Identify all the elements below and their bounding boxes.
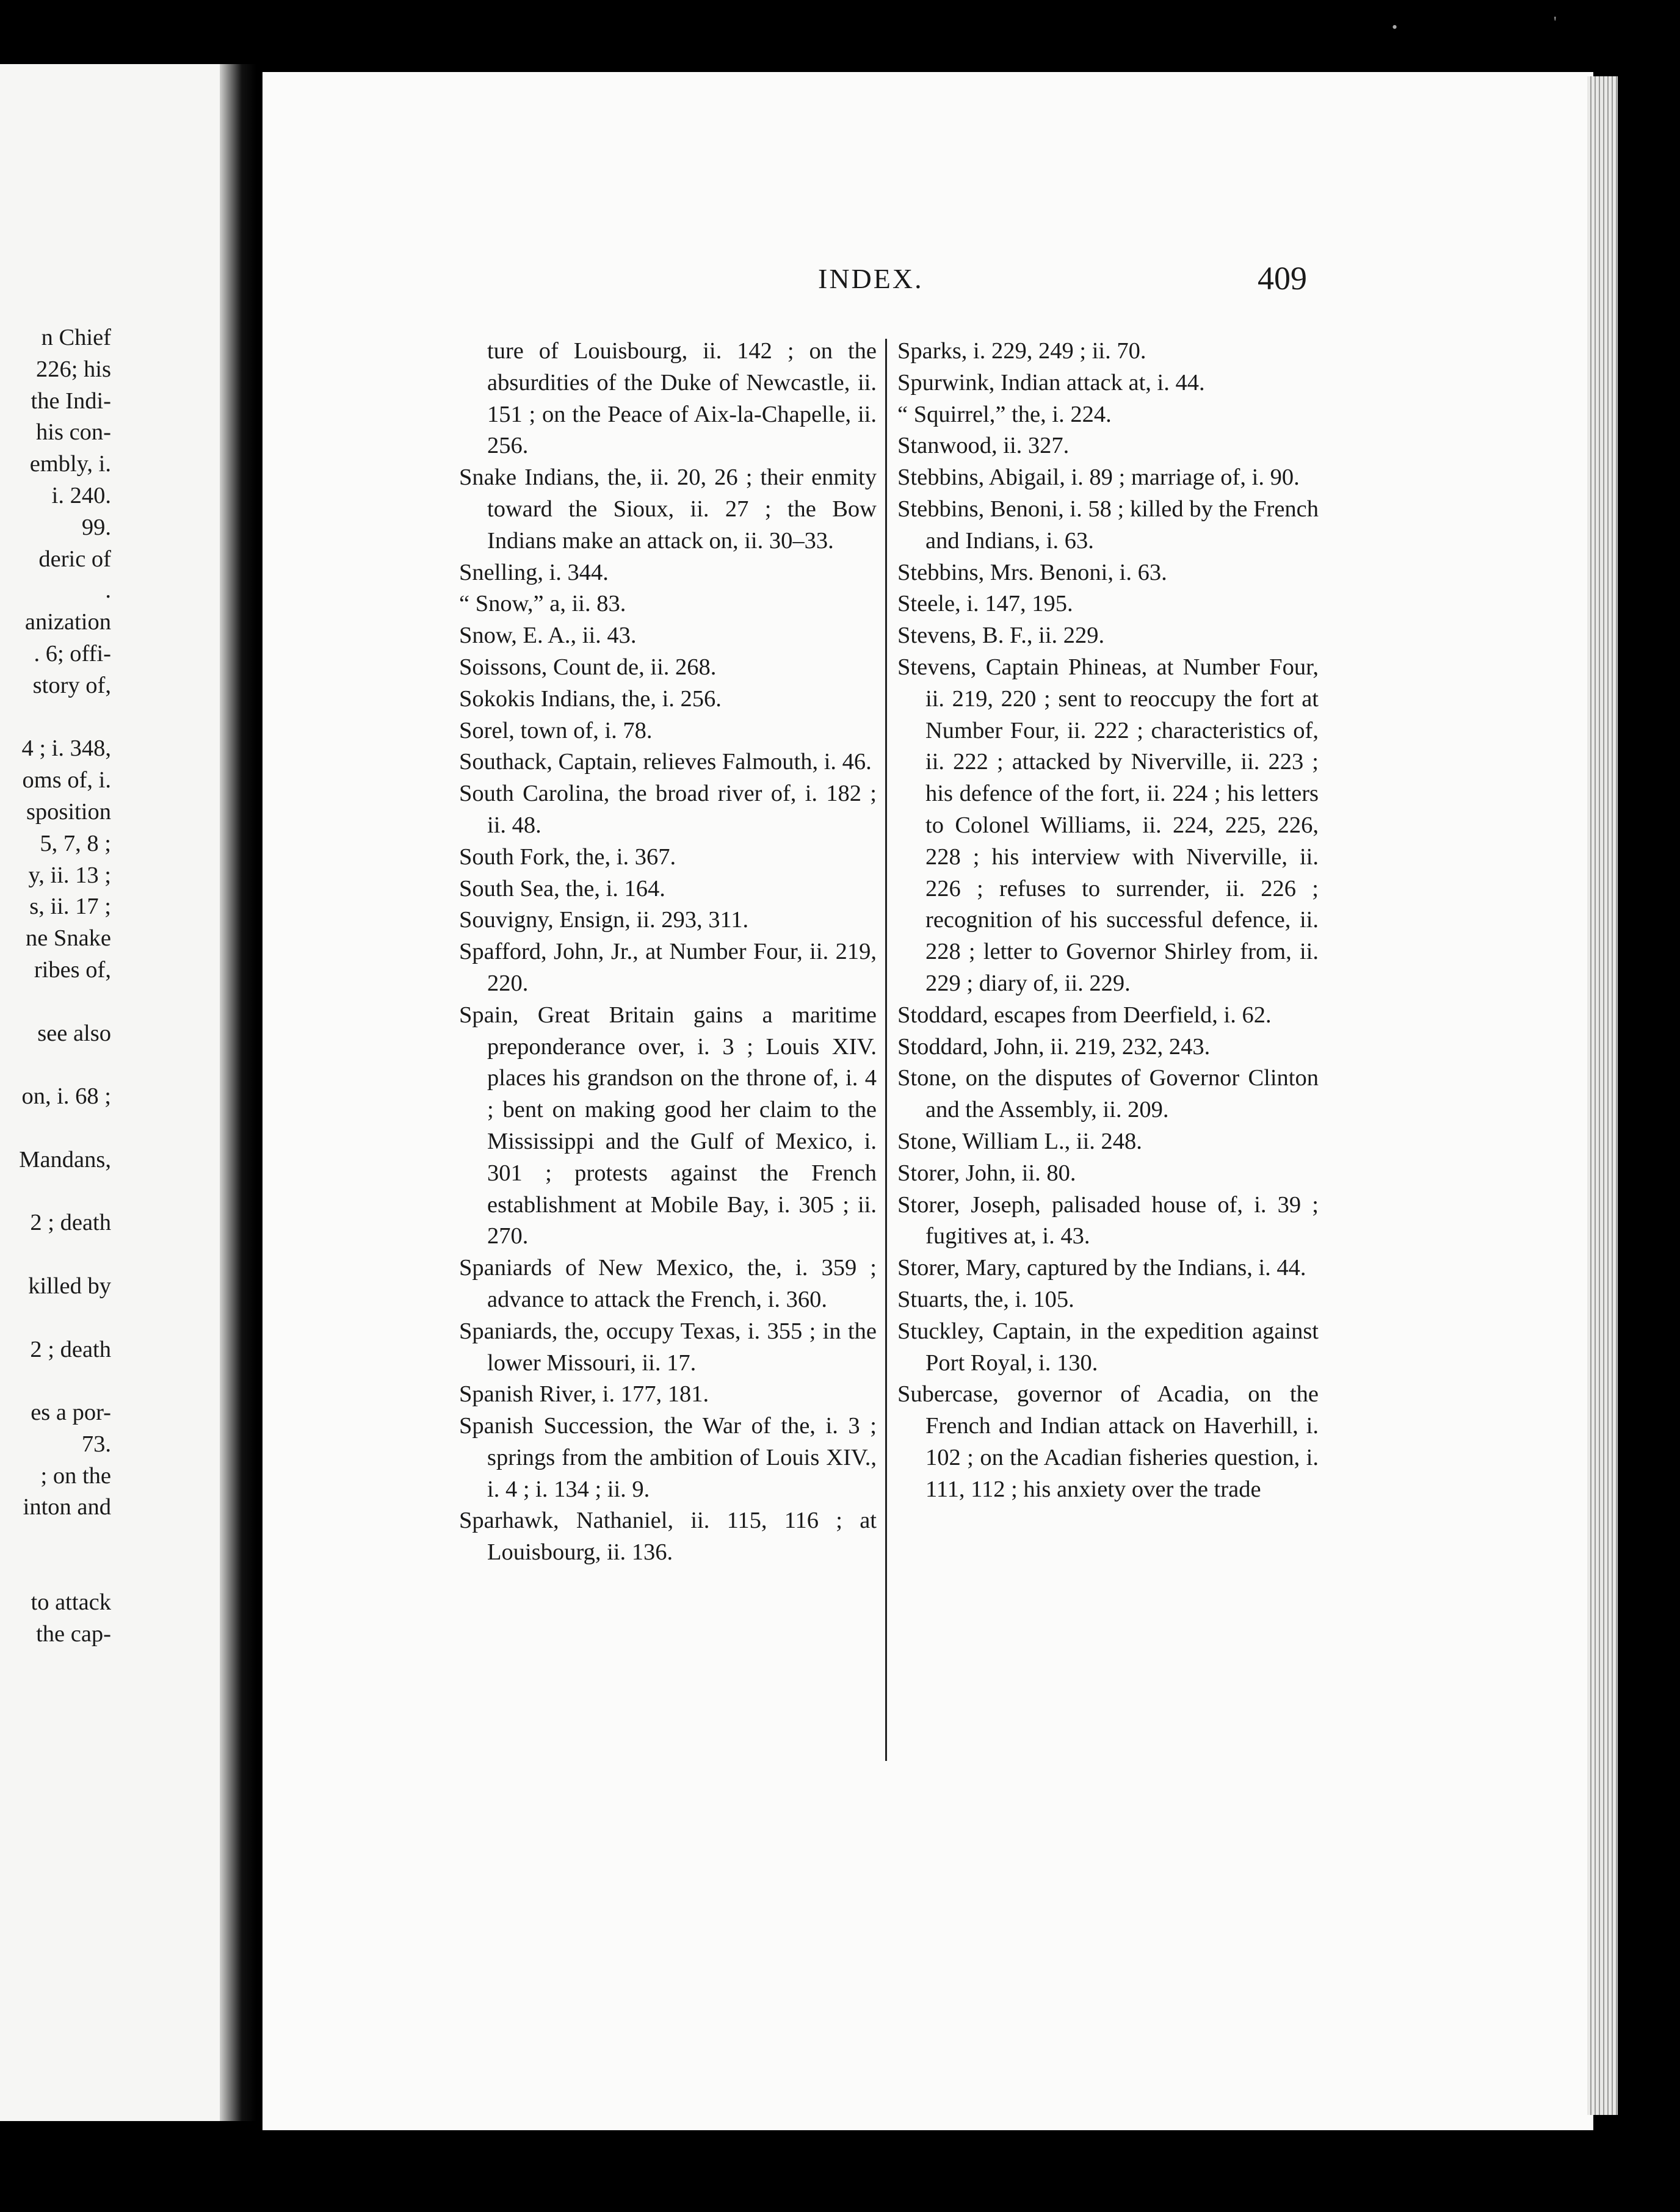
- index-entry: Snelling, i. 344.: [459, 559, 609, 585]
- index-entry: Spain, Great Britain gains a maritime preponderance over, i. 3 ; Louis XIV. places his grandson on the throne of, i. 4 ; bent on making good her claim to the Mississippi and the Gulf of Mexico, i. 301 ; protests against the French establishment at Mobile Bay, i. 305 ; ii. 270.: [459, 1002, 877, 1249]
- speck-mark: •: [1392, 18, 1398, 36]
- speck-mark: ': [1554, 13, 1557, 31]
- index-entry: Sorel, town of, i. 78.: [459, 717, 653, 743]
- left-page-fragment: 226; his: [35, 356, 111, 382]
- left-page-fragment: [0, 1049, 111, 1081]
- index-entry: Stoddard, John, ii. 219, 232, 243.: [897, 1033, 1211, 1060]
- left-page-fragment: [0, 1365, 111, 1397]
- index-entry: Snake Indians, the, ii. 20, 26 ; their enmity toward the Sioux, ii. 27 ; the Bow Indians make an attack on, ii. 30–33.: [459, 464, 877, 554]
- left-page-fragment: [0, 986, 111, 1018]
- index-entry: Stebbins, Benoni, i. 58 ; killed by the French and Indians, i. 63.: [897, 496, 1319, 554]
- index-entry: Storer, John, ii. 80.: [897, 1160, 1076, 1186]
- index-entry: Stuckley, Captain, in the expedition against Port Royal, i. 130.: [897, 1318, 1319, 1376]
- index-entry: South Fork, the, i. 367.: [459, 844, 676, 870]
- left-page-fragment: [0, 1113, 111, 1144]
- left-page-fragment: ; on the: [40, 1462, 111, 1489]
- index-entry: Stone, William L., ii. 248.: [897, 1128, 1142, 1154]
- left-page-fragment: Mandans,: [19, 1146, 111, 1173]
- left-page-fragment: es a por-: [31, 1400, 111, 1426]
- column-divider: [885, 339, 887, 1761]
- left-page-fragment: ribes of,: [34, 956, 111, 983]
- left-page-fragment: the Indi-: [31, 388, 111, 414]
- index-entry: South Sea, the, i. 164.: [459, 875, 665, 902]
- left-page-fragment: [0, 1523, 111, 1555]
- index-entry: Stone, on the disputes of Governor Clinton and the Assembly, ii. 209.: [897, 1065, 1319, 1123]
- index-entry: Stuarts, the, i. 105.: [897, 1286, 1074, 1312]
- left-page-fragment: sposition: [26, 798, 111, 825]
- left-page-fragment: [0, 702, 111, 734]
- index-entry: Storer, Joseph, palisaded house of, i. 39 ; fugitives at, i. 43.: [897, 1191, 1319, 1249]
- index-entry: “ Snow,” a, ii. 83.: [459, 591, 626, 617]
- left-page-fragment: to attack: [31, 1589, 111, 1615]
- left-page-fragment: s, ii. 17 ;: [29, 894, 111, 920]
- index-entry: Spanish Succession, the War of the, i. 3 ; springs from the ambition of Louis XIV., i. 4 ; i. 134 ; ii. 9.: [459, 1413, 877, 1502]
- left-page-fragment: 5, 7, 8 ;: [40, 830, 111, 856]
- left-page-fragment: on, i. 68 ;: [21, 1083, 111, 1110]
- left-page-fragment: killed by: [28, 1273, 111, 1299]
- left-page-fragment: 2 ; death: [30, 1336, 111, 1362]
- left-page-fragment: the cap-: [36, 1621, 111, 1647]
- left-page-fragment: y, ii. 13 ;: [28, 862, 111, 888]
- left-page-fragment: anization: [24, 609, 111, 635]
- index-entry: Souvigny, Ensign, ii. 293, 311.: [459, 907, 749, 933]
- left-page-fragment: [0, 1303, 111, 1334]
- index-entry: Stebbins, Abigail, i. 89 ; marriage of, i. 90.: [897, 464, 1300, 491]
- index-entry: Snow, E. A., ii. 43.: [459, 623, 637, 649]
- left-page-fragment: [0, 1555, 111, 1587]
- index-entry: Southack, Captain, relieves Falmouth, i. 46.: [459, 749, 872, 775]
- left-page-fragment: deric of: [38, 546, 111, 572]
- index-entry: Spaniards of New Mexico, the, i. 359 ; advance to attack the French, i. 360.: [459, 1255, 877, 1312]
- index-entry: Spurwink, Indian attack at, i. 44.: [897, 369, 1205, 396]
- left-page-fragment: 73.: [81, 1431, 111, 1457]
- left-page-fragment: 2 ; death: [30, 1210, 111, 1236]
- index-entry: Spafford, John, Jr., at Number Four, ii. 219, 220.: [459, 939, 877, 996]
- left-page-fragment: story of,: [32, 672, 111, 698]
- index-entry: Sparhawk, Nathaniel, ii. 115, 116 ; at Louisbourg, ii. 136.: [459, 1508, 877, 1566]
- index-entry: South Carolina, the broad river of, i. 182 ; ii. 48.: [459, 781, 877, 838]
- left-page-fragment: his con-: [36, 419, 111, 446]
- left-page-fragment: ne Snake: [25, 925, 111, 952]
- left-page-fragment: n Chief: [41, 325, 111, 350]
- left-page-fragment: oms of, i.: [22, 767, 111, 793]
- index-entry: Stevens, B. F., ii. 229.: [897, 623, 1105, 649]
- index-column-right: [897, 336, 1319, 1505]
- left-page-fragment: see also: [37, 1020, 111, 1046]
- left-page-fragments: [0, 322, 111, 1650]
- book-gutter: [220, 64, 256, 2121]
- index-entry: “ Squirrel,” the, i. 224.: [897, 401, 1112, 427]
- index-entry: Soissons, Count de, ii. 268.: [459, 654, 717, 680]
- index-entry: Stebbins, Mrs. Benoni, i. 63.: [897, 559, 1167, 585]
- left-page-fragment: i. 240.: [51, 482, 111, 508]
- index-entry: Stanwood, ii. 327.: [897, 433, 1070, 459]
- index-entry: Steele, i. 147, 195.: [897, 591, 1073, 617]
- index-entry: Subercase, governor of Acadia, on the French and Indian attack on Haverhill, i. 102 ; on the Acadian fisheries question, i. 111, 112 ; his anxiety over the trade: [897, 1381, 1319, 1502]
- index-entry: Sokokis Indians, the, i. 256.: [459, 685, 722, 712]
- index-entry: Spanish River, i. 177, 181.: [459, 1381, 709, 1408]
- index-entry: Spaniards, the, occupy Texas, i. 355 ; in the lower Missouri, ii. 17.: [459, 1318, 877, 1376]
- left-page-fragment: embly, i.: [29, 451, 111, 477]
- left-page-fragment: .: [105, 577, 111, 604]
- page-edges: [1587, 76, 1618, 2115]
- left-page-fragment: 4 ; i. 348,: [21, 736, 111, 762]
- index-entry: Sparks, i. 229, 249 ; ii. 70.: [897, 338, 1146, 364]
- page-number: 409: [1258, 260, 1307, 297]
- index-entry: Stoddard, escapes from Deerfield, i. 62.: [897, 1002, 1272, 1028]
- index-entry: ture of Louisbourg, ii. 142 ; on the absurdities of the Duke of Newcastle, ii. 151 ; on the Peace of Aix-la-Chapelle, ii. 256.: [487, 338, 877, 459]
- index-entry: Stevens, Captain Phineas, at Number Four, ii. 219, 220 ; sent to reoccupy the fort at Number Four, ii. 222 ; characteristics of, ii. 222 ; attacked by Niverville, ii. 223 ; his defence of the fort, ii. 224 ; his letters to Colonel Williams, ii. 224, 225, 226, 228 ; his interview with Niverville, ii. 226 ; refuses to surrender, ii. 226 ; recognition of his successful defence, ii. 228 ; letter to Governor Shirley from, ii. 229 ; diary of, ii. 229.: [897, 654, 1319, 996]
- left-page-fragment: 99.: [81, 514, 111, 540]
- left-page-fragment: [0, 1239, 111, 1271]
- left-page-fragment: [0, 1176, 111, 1208]
- left-page-fragment: . 6; offi-: [34, 640, 111, 667]
- index-column-left: [459, 336, 877, 1569]
- running-title: INDEX.: [818, 263, 924, 294]
- index-entry: Storer, Mary, captured by the Indians, i. 44.: [897, 1255, 1306, 1281]
- left-page-fragment: inton and: [23, 1494, 111, 1520]
